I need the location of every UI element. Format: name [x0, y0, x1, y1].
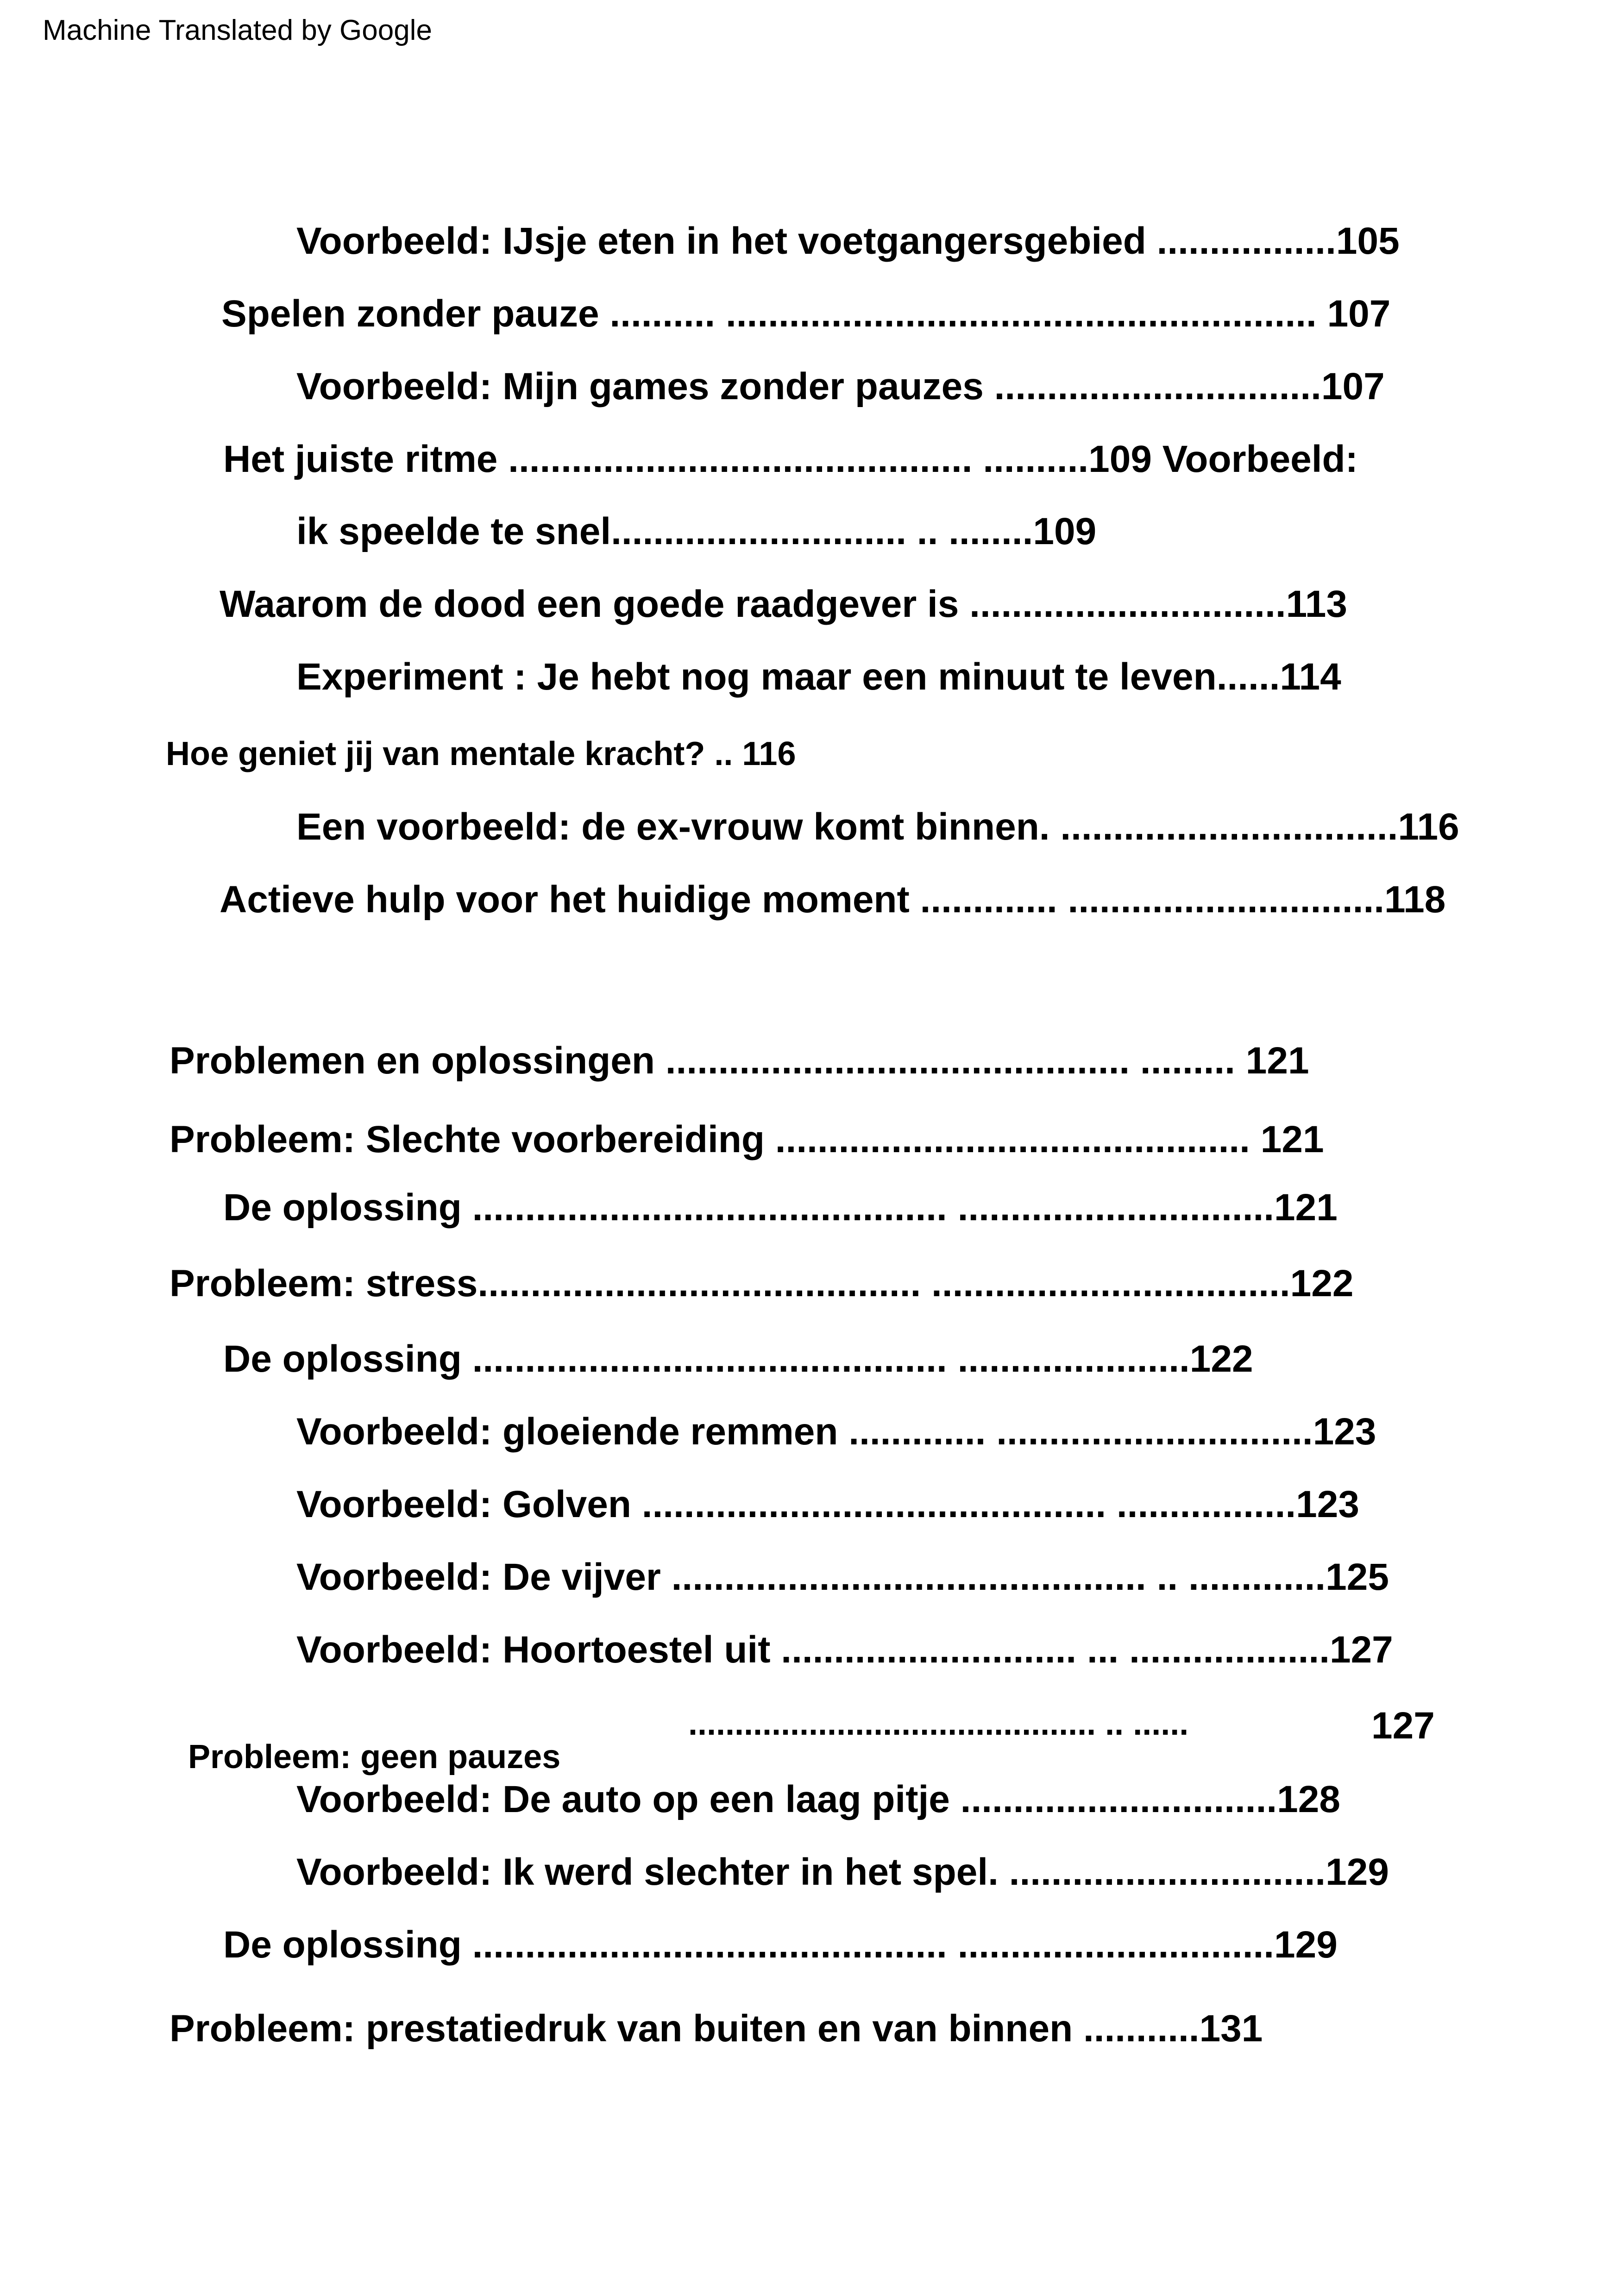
toc-entry: Voorbeeld: Ik werd slechter in het spel. ..............................129	[296, 1851, 1389, 1893]
toc-entry-leader-dots: ............................................ .. ......	[688, 1705, 1189, 1742]
machine-translation-banner: Machine Translated by Google	[43, 14, 432, 46]
toc-entry: Probleem: stress.......................................... ..................................122	[170, 1262, 1354, 1305]
toc-entry: Voorbeeld: Golven ............................................ .................123	[296, 1483, 1359, 1525]
toc-entry: Voorbeeld: Mijn games zonder pauzes ...............................107	[296, 365, 1385, 408]
toc-entry: Spelen zonder pauze .......... ........................................................ 107	[221, 293, 1391, 335]
toc-entry: Problemen en oplossingen ............................................ ......... 121	[170, 1040, 1309, 1082]
toc-entry: Hoe geniet jij van mentale kracht? .. 116	[166, 735, 796, 772]
toc-entry: De oplossing ............................................. ......................122	[223, 1338, 1253, 1380]
toc-entry: De oplossing ............................................. ..............................129	[223, 1924, 1338, 1966]
toc-entry: Voorbeeld: De vijver ............................................. .. .............125	[296, 1556, 1389, 1598]
toc-entry-label: Probleem: geen pauzes	[188, 1738, 561, 1775]
toc-entry: Voorbeeld: gloeiende remmen ............. ..............................123	[296, 1411, 1376, 1453]
toc-entry: Voorbeeld: De auto op een laag pitje ..............................128	[296, 1778, 1340, 1820]
toc-entry: De oplossing ............................................. ..............................121	[223, 1186, 1338, 1229]
toc-entry-page-number: 127	[1371, 1705, 1435, 1747]
toc-entry: Experiment : Je hebt nog maar een minuut te leven......114	[296, 656, 1341, 698]
toc-entry: Waarom de dood een goede raadgever is ..............................113	[220, 583, 1347, 625]
toc-entry: ik speelde te snel............................ .. ........109	[296, 510, 1097, 552]
toc-entry: Een voorbeeld: de ex-vrouw komt binnen. ................................116	[296, 806, 1459, 848]
toc-entry: Actieve hulp voor het huidige moment ............. ..............................118	[220, 878, 1446, 921]
toc-entry: Probleem: Slechte voorbereiding ............................................. 121	[170, 1118, 1324, 1161]
toc-entry: Voorbeeld: Hoortoestel uit ............................ ... ...................127	[296, 1629, 1393, 1671]
toc-entry: Voorbeeld: IJsje eten in het voetgangersgebied .................105	[296, 220, 1400, 262]
toc-entry: Het juiste ritme ............................................ ..........109 Voorbeeld:	[223, 438, 1358, 480]
toc-entry: Probleem: prestatiedruk van buiten en van binnen ...........131	[170, 2007, 1263, 2050]
